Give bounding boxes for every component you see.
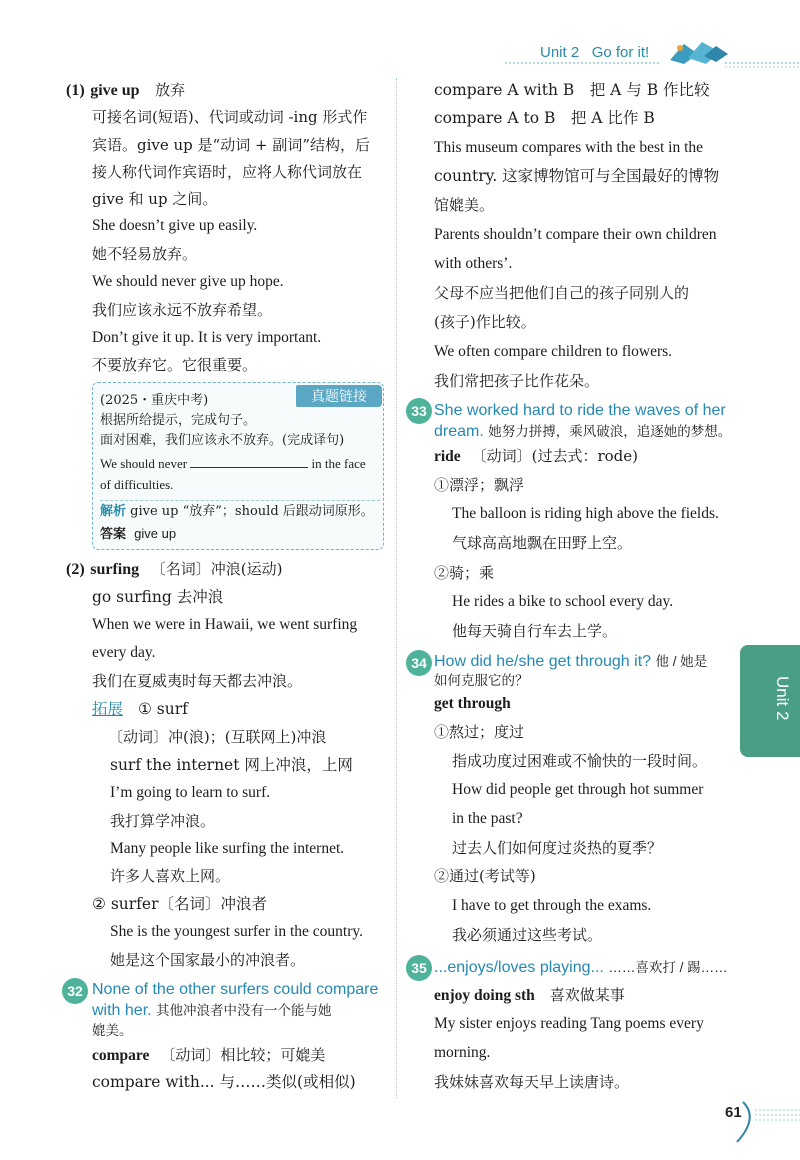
extension-head (92, 699, 188, 719)
text-line: give 和 up 之间。 (92, 190, 218, 208)
example-en: in the past? (452, 810, 523, 827)
text-line: compare with... 与……类似(或相似) (92, 1073, 356, 1091)
item-number-badge: 35 (406, 955, 432, 981)
analysis-label: 解析 (100, 504, 127, 519)
key-sentence-cn: 如何克服它的？ (434, 673, 529, 688)
analysis-text: give up “放弃”；should 后跟动词原形。 (130, 504, 374, 519)
sense-item: ①漂浮；飘浮 (434, 476, 525, 494)
section-number: (1) (66, 82, 85, 99)
entry-meaning: 〔名词〕冲浪(运动) (150, 560, 283, 578)
text-line: 〔动词〕冲(浪)；(互联网上)冲浪 (108, 728, 327, 746)
entry-word: give up (90, 82, 140, 99)
entry-meaning: 〔动词〕相比较；可媲美 (160, 1046, 326, 1064)
example-en: She is the youngest surfer in the country. (110, 923, 363, 940)
example-cn: 馆媲美。 (434, 196, 495, 214)
example-en: with others’. (434, 255, 513, 272)
example-cn: 她不轻易放弃。 (92, 245, 198, 263)
exam-sentence-start: We should never (100, 456, 188, 471)
entry-compare (92, 1045, 325, 1066)
example-en: She doesn’t give up easily. (92, 217, 258, 234)
exam-sentence-end: in the face (311, 456, 366, 471)
example-en: How did people get through hot summer (452, 781, 704, 798)
text-line: 宾语。give up 是“动词 + 副词”结构，后 (92, 136, 370, 154)
example-cn: 气球高高地飘在田野上空。 (452, 534, 633, 552)
entry-enjoy (434, 985, 625, 1006)
example-cn: (孩子)作比较。 (434, 313, 536, 331)
example-cn: 许多人喜欢上网。 (110, 867, 231, 885)
example-cn: 我妹妹喜欢每天早上读唐诗。 (434, 1073, 630, 1091)
example-en: When we were in Hawaii, we went surfing (92, 616, 358, 633)
example-en: country. 这家博物馆可与全国最好的博物 (434, 167, 720, 185)
answer-label: 答案 (100, 527, 127, 542)
text-line: 可接名词(短语)、代词或动词 -ing 形式作 (92, 108, 368, 126)
key-sentence-en-cont: dream. (434, 423, 484, 440)
example-cn: 我打算学冲浪。 (110, 812, 216, 830)
example-en: every day. (92, 644, 156, 661)
entry-meaning: 〔动词〕(过去式：rode) (471, 447, 639, 465)
entry-word: surfing (90, 561, 140, 578)
example-cn: 我们常把孩子比作花朵。 (434, 372, 600, 390)
item-number-badge: 34 (406, 650, 432, 676)
example-cn: 过去人们如何度过炎热的夏季？ (452, 839, 663, 857)
exam-prompt: 面对困难，我们应该永不放弃。(完成译句) (100, 433, 345, 448)
text-line: surf the internet 网上冲浪，上网 (110, 756, 353, 774)
sense-item: ②骑；乘 (434, 564, 495, 582)
entry-meaning: 喜欢做某事 (549, 986, 625, 1004)
entry-ride (434, 446, 638, 467)
example-en: I have to get through the exams. (452, 897, 652, 914)
exam-sentence (100, 455, 366, 473)
example-en: He rides a bike to school every day. (452, 593, 674, 610)
example-cn: 我们在夏威夷时每天都去冲浪。 (92, 672, 303, 690)
item-number-badge: 32 (62, 978, 88, 1004)
exam-source: (2025・重庆中考) (100, 393, 209, 408)
key-sentence-cn: 其他冲浪者中没有一个能与她 (156, 1003, 332, 1018)
key-sentence-en-cont: with her. (92, 1002, 152, 1019)
exam-link-tag: 真题链接 (296, 385, 382, 407)
text-line: 接人称代词作宾语时，应将人称代词放在 (92, 163, 363, 181)
example-cn: 他每天骑自行车去上学。 (452, 622, 618, 640)
entry-word: compare (92, 1047, 150, 1064)
extension-label: 拓展 (92, 700, 124, 718)
unit-side-tab-label: Unit 2 (773, 676, 792, 721)
key-sentence-cn-cont (92, 1020, 133, 1041)
key-sentence-cn: 她努力拼搏，乘风破浪，追逐她的梦想。 (488, 424, 732, 439)
exam-instruction: 根据所给提示，完成句子。 (100, 413, 257, 428)
key-sentence-cn: ……喜欢打 / 踢…… (608, 960, 728, 975)
example-cn: 她是这个国家最小的冲浪者。 (110, 951, 306, 969)
example-cn: 不要放弃它。它很重要。 (92, 356, 258, 374)
sense-item: ①熬过；度过 (434, 723, 525, 741)
item-number-badge: 33 (406, 398, 432, 424)
key-sentence-cn-cont (434, 670, 529, 691)
sense-item: ②通过(考试等) (434, 867, 536, 885)
example-en: The balloon is riding high above the fields. (452, 505, 719, 522)
example-en: Many people like surfing the internet. (110, 840, 345, 857)
text-line: 指成功度过困难或不愉快的一段时间。 (452, 752, 708, 770)
entry-meaning: 放弃 (155, 81, 186, 99)
key-sentence-line2 (92, 1000, 332, 1021)
example-en: This museum compares with the best in the (434, 139, 704, 156)
key-sentence-en: ...enjoys/loves playing... (434, 959, 604, 976)
example-en: We should never give up hope. (92, 273, 284, 290)
section-give-up-title (66, 80, 185, 101)
key-sentence-en-line (434, 651, 707, 672)
example-cn: 父母不应当把他们自己的孩子同别人的 (434, 284, 690, 302)
example-en: I’m going to learn to surf. (110, 784, 271, 801)
entry-word: enjoy doing sth (434, 987, 535, 1004)
example-en: morning. (434, 1044, 491, 1061)
extension-item: ① surf (137, 700, 188, 718)
header-unit: Unit 2 (540, 44, 580, 61)
key-sentence-en: None of the other surfers could compare (92, 981, 379, 998)
key-sentence-line2 (434, 421, 731, 442)
key-sentence-en: She worked hard to ride the waves of her (434, 402, 726, 419)
example-en: Parents shouldn’t compare their own children (434, 226, 717, 243)
page-number: 61 (725, 1104, 742, 1121)
column-divider (396, 78, 397, 1098)
books-icon (664, 34, 734, 68)
example-en: We often compare children to flowers. (434, 343, 673, 360)
example-cn: 我必须通过这些考试。 (452, 926, 603, 944)
exam-analysis (100, 500, 380, 521)
entry-word: get through (434, 695, 511, 712)
extension-item: ② surfer〔名词〕冲浪者 (92, 895, 267, 913)
answer-blank (190, 455, 308, 468)
header-book-title: Go for it! (591, 44, 650, 61)
header-title (540, 44, 649, 61)
section-number: (2) (66, 561, 85, 578)
section-surfing-title (66, 559, 282, 580)
example-en: My sister enjoys reading Tang poems every (434, 1015, 704, 1032)
example-en: Don’t give it up. It is very important. (92, 329, 322, 346)
key-sentence-cn: 他 / 她是 (655, 654, 708, 669)
key-sentence-line (434, 957, 728, 978)
example-cn: 我们应该永远不放弃希望。 (92, 301, 273, 319)
answer-text: give up (134, 526, 177, 541)
text-line: compare A to B 把 A 比作 B (434, 109, 655, 127)
exam-sentence-line2: of difficulties. (100, 477, 174, 492)
entry-word: ride (434, 448, 461, 465)
text-line: compare A with B 把 A 与 B 作比较 (434, 81, 710, 99)
key-sentence-en: How did he/she get through it? (434, 653, 652, 670)
text-line: go surfing 去冲浪 (92, 588, 224, 606)
exam-answer (100, 525, 176, 544)
key-sentence-cn: 媲美。 (92, 1023, 133, 1038)
